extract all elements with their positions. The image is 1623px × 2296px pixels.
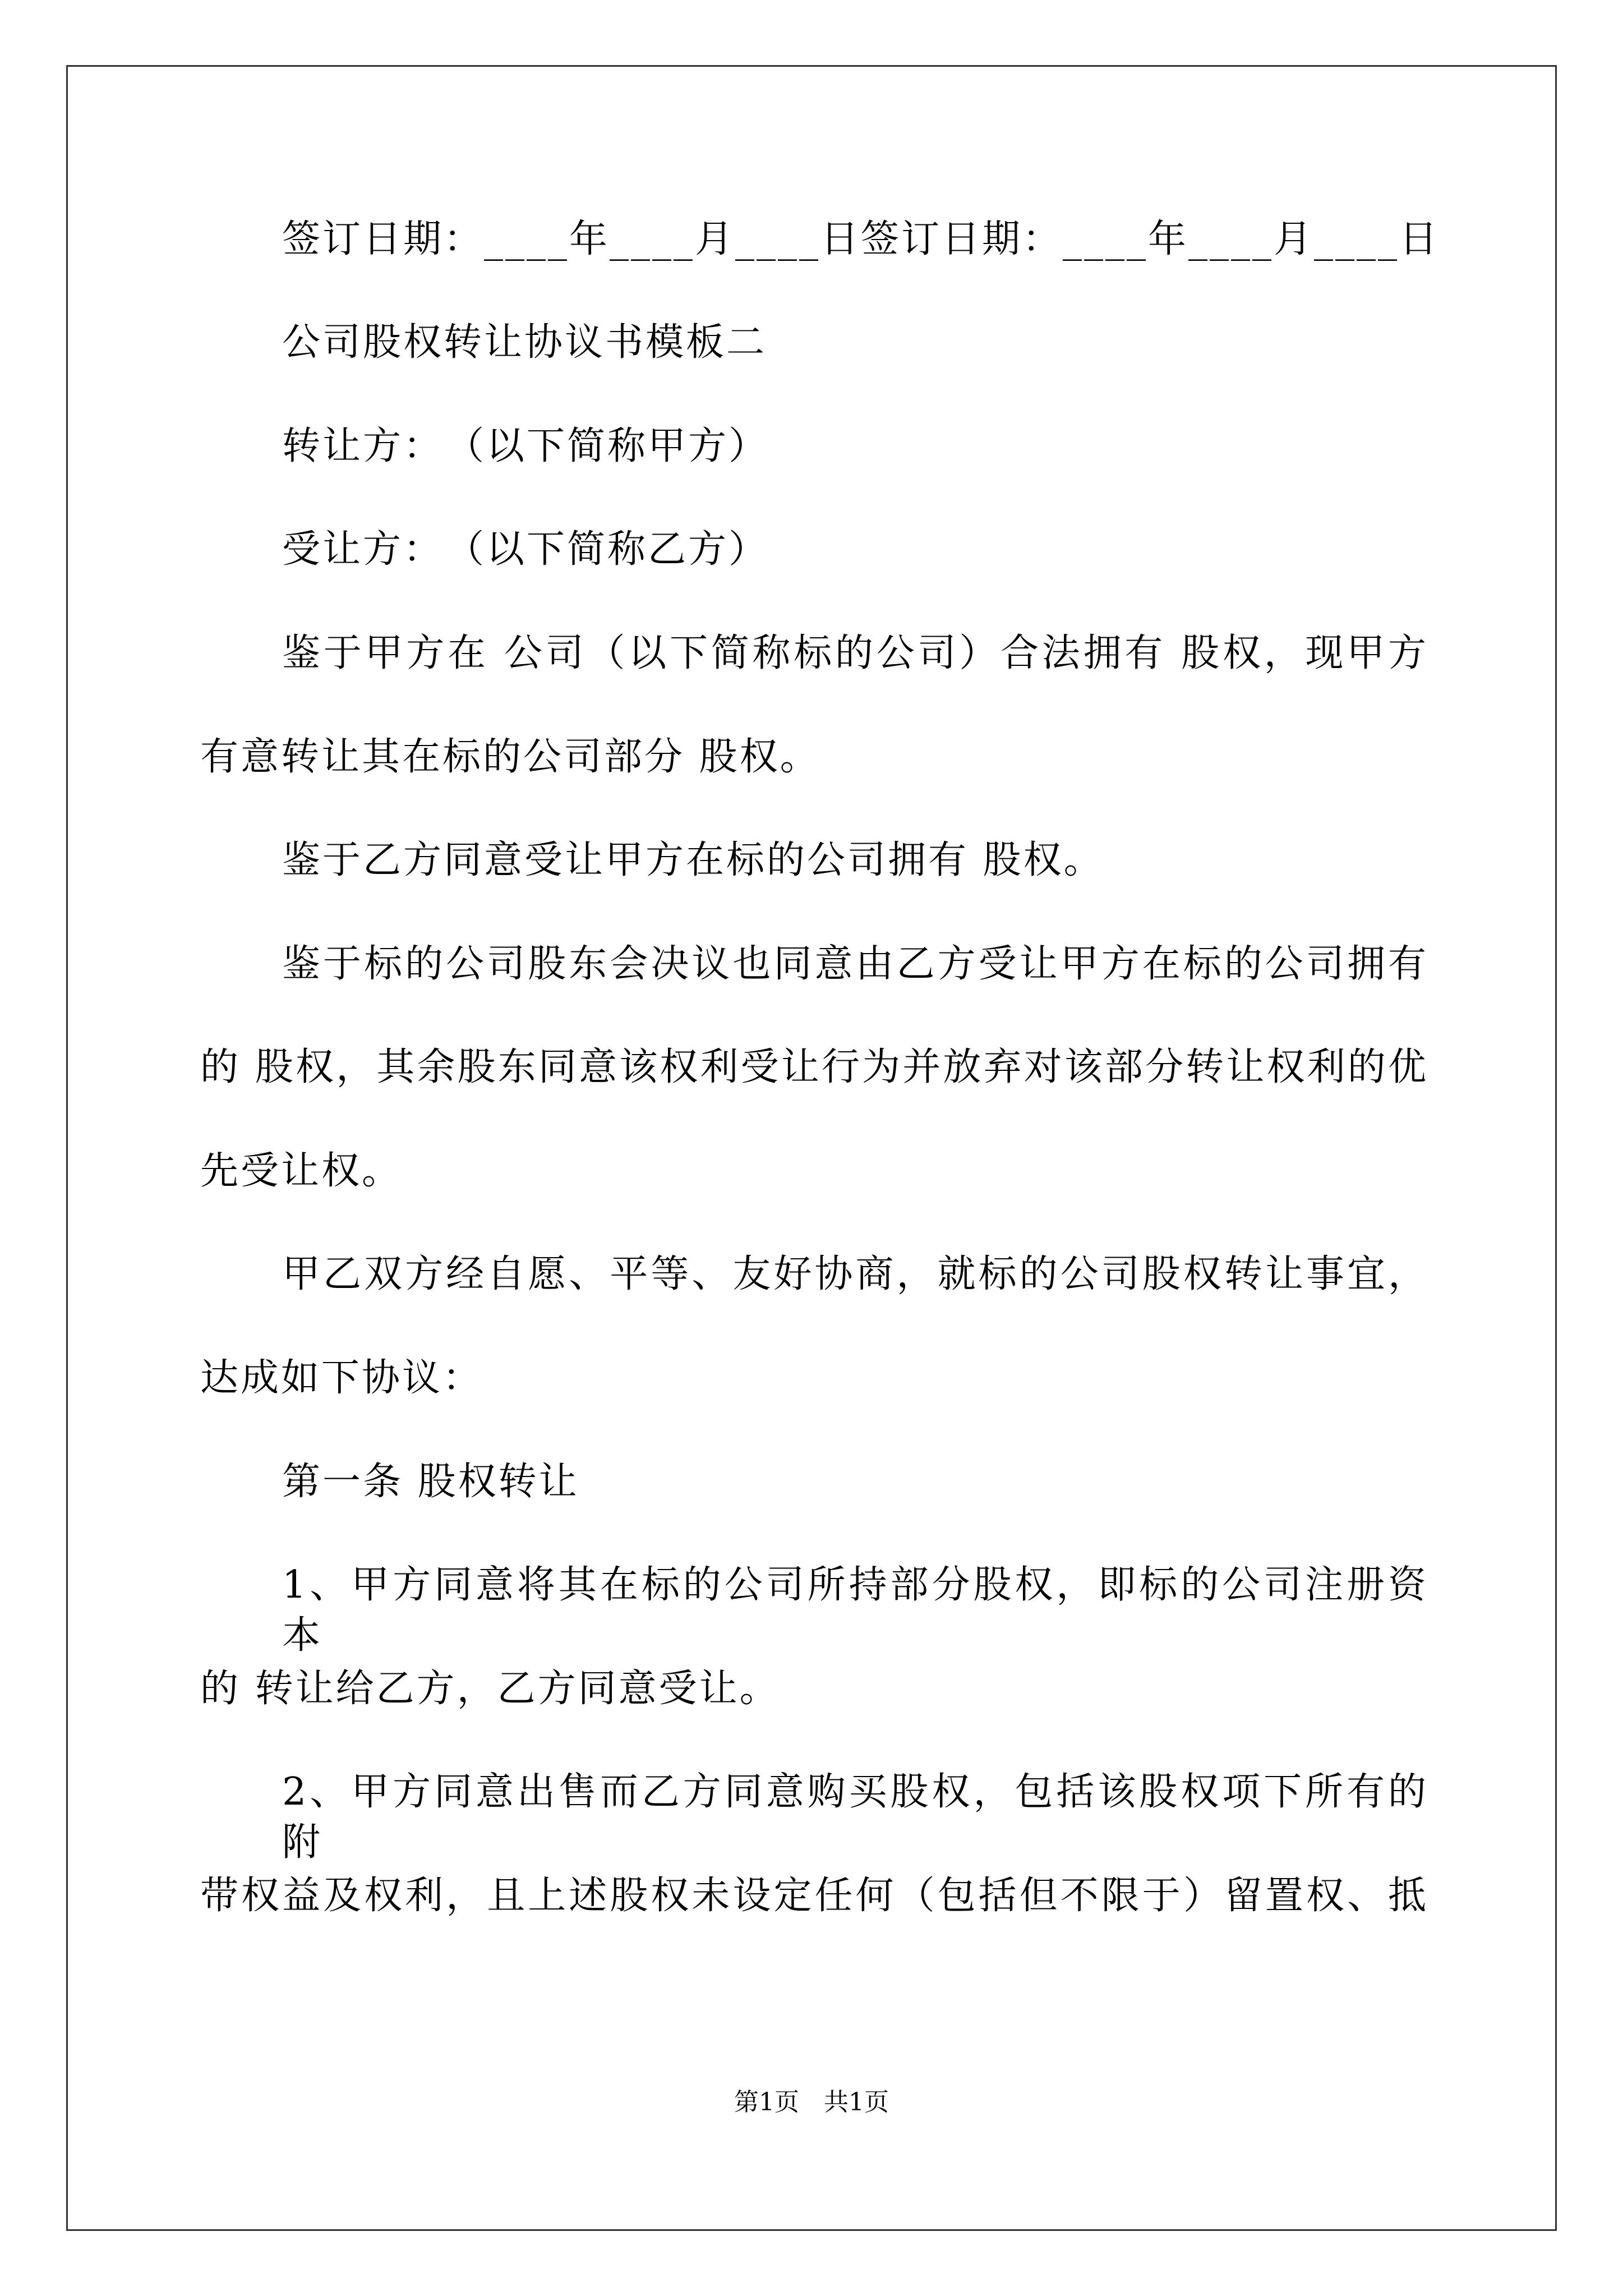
clause-line: 2、甲方同意出售而乙方同意购买股权，包括该股权项下所有的附 (282, 1770, 1428, 1865)
paragraph-line: 达成如下协议： (200, 1356, 483, 1400)
paragraph-line: 有意转让其在标的公司部分 股权。 (200, 735, 820, 779)
clause-line: 带权益及权利，且上述股权未设定任何（包括但不限于）留置权、抵 (200, 1874, 1428, 1918)
paragraph-line: 鉴于甲方在 公司（以下简称标的公司）合法拥有 股权，现甲方 (282, 631, 1428, 675)
paragraph-line: 鉴于标的公司股东会决议也同意由乙方受让甲方在标的公司拥有 (282, 942, 1428, 986)
paragraph-line: 鉴于乙方同意受让甲方在标的公司拥有 股权。 (282, 838, 1104, 882)
clause-line: 的 转让给乙方，乙方同意受让。 (200, 1667, 780, 1711)
section-heading: 第一条 股权转让 (282, 1460, 579, 1504)
document-title: 公司股权转让协议书模板二 (282, 320, 767, 365)
transferor-line: 转让方： （以下简称甲方） (282, 424, 769, 468)
paragraph-line: 的 股权，其余股东同意该权利受让行为并放弃对该部分转让权利的优 (200, 1045, 1428, 1089)
page-footer: 第1页 共1页 (734, 2088, 889, 2116)
paragraph-line: 甲乙双方经自愿、平等、友好协商，就标的公司股权转让事宜， (282, 1252, 1428, 1296)
paragraph-line: 先受让权。 (200, 1149, 403, 1193)
clause-line: 1、甲方同意将其在标的公司所持部分股权，即标的公司注册资本 (282, 1563, 1428, 1658)
transferee-line: 受让方： （以下简称乙方） (282, 527, 769, 572)
signing-date-line: 签订日期：____年____月____日签订日期：____年____月____日 (282, 217, 1440, 261)
